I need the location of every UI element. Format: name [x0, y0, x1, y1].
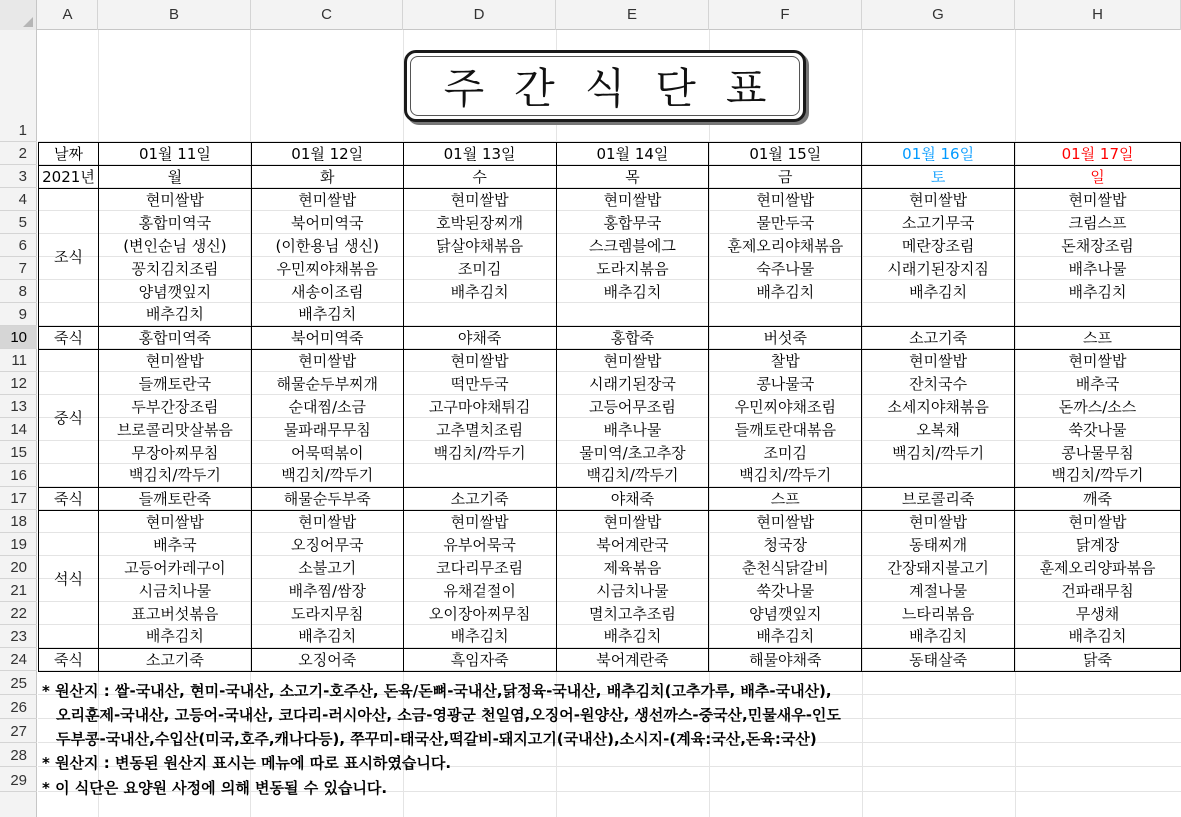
- porridge-menu-cell[interactable]: 닭죽: [1015, 649, 1181, 672]
- dinner-menu-cell[interactable]: 현미쌀밥: [709, 511, 862, 534]
- dinner-menu-cell[interactable]: 유채겉절이: [403, 580, 556, 603]
- dinner-menu-cell[interactable]: 현미쌀밥: [251, 511, 403, 534]
- porridge-menu-cell[interactable]: 소고기죽: [862, 327, 1015, 350]
- porridge-label-cell[interactable]: 죽식: [39, 488, 99, 511]
- row-number: 23: [10, 628, 27, 645]
- row-header-17[interactable]: [0, 487, 37, 510]
- dinner-menu-cell[interactable]: 도라지무침: [251, 603, 403, 626]
- breakfast-menu-cell[interactable]: 홍합무국: [556, 212, 709, 235]
- weekday-cell[interactable]: 목: [556, 166, 709, 189]
- dinner-menu-cell[interactable]: 현미쌀밥: [403, 511, 556, 534]
- row-number: 4: [18, 191, 27, 208]
- breakfast-menu-cell[interactable]: 스크렘블에그: [556, 235, 709, 258]
- dinner-menu-cell[interactable]: 훈제오리양파볶음: [1015, 557, 1181, 580]
- row-header-16[interactable]: [0, 464, 37, 487]
- breakfast-menu-cell[interactable]: [1015, 304, 1181, 327]
- dinner-row: [39, 580, 1181, 603]
- column-header-h[interactable]: H: [1015, 0, 1181, 30]
- column-header-b[interactable]: B: [98, 0, 251, 30]
- dinner-menu-cell[interactable]: 소불고기: [251, 557, 403, 580]
- porridge-menu-cell[interactable]: 소고기죽: [98, 649, 251, 672]
- lunch-menu-cell[interactable]: 오복채: [862, 419, 1015, 442]
- row-header-13[interactable]: [0, 395, 37, 418]
- dinner-menu-cell[interactable]: 동태찌개: [862, 534, 1015, 557]
- lunch-menu-cell[interactable]: 물미역/초고추장: [556, 442, 709, 465]
- lunch-label-cell[interactable]: 중식: [39, 350, 99, 488]
- breakfast-row: [39, 212, 1181, 235]
- breakfast-label-cell[interactable]: 조식: [39, 189, 99, 327]
- dinner-menu-cell[interactable]: 청국장: [709, 534, 862, 557]
- lunch-row: [39, 373, 1181, 396]
- lunch-menu-cell[interactable]: 쑥갓나물: [1015, 419, 1181, 442]
- dinner-menu-cell[interactable]: 닭계장: [1015, 534, 1181, 557]
- breakfast-menu-cell[interactable]: 도라지볶음: [556, 258, 709, 281]
- breakfast-row: [39, 304, 1181, 327]
- lunch-menu-cell[interactable]: 고등어무조림: [556, 396, 709, 419]
- lunch-menu-cell[interactable]: 현미쌀밥: [98, 350, 251, 373]
- breakfast-menu-cell[interactable]: 호박된장찌개: [403, 212, 556, 235]
- row-number: 6: [18, 237, 27, 254]
- lunch-menu-cell[interactable]: 두부간장조림: [98, 396, 251, 419]
- breakfast-menu-cell[interactable]: 배추김치: [556, 281, 709, 304]
- porridge-menu-cell[interactable]: 들깨토란죽: [98, 488, 251, 511]
- lunch-menu-cell[interactable]: 들깨토란국: [98, 373, 251, 396]
- lunch-menu-cell[interactable]: 배추나물: [556, 419, 709, 442]
- dinner-menu-cell[interactable]: 멸치고추조림: [556, 603, 709, 626]
- breakfast-menu-cell[interactable]: 우민찌야채볶음: [251, 258, 403, 281]
- row-header-25[interactable]: [0, 671, 37, 695]
- breakfast-menu-cell[interactable]: 크림스프: [1015, 212, 1181, 235]
- date-cell[interactable]: 01월 11일: [98, 143, 251, 166]
- breakfast-menu-cell[interactable]: 배추나물: [1015, 258, 1181, 281]
- breakfast-menu-cell[interactable]: [403, 304, 556, 327]
- date-cell[interactable]: 01월 13일: [403, 143, 556, 166]
- dinner-row: [39, 557, 1181, 580]
- row-number: 18: [10, 513, 27, 530]
- breakfast-menu-cell[interactable]: 양념깻잎지: [98, 281, 251, 304]
- dinner-menu-cell[interactable]: 양념깻잎지: [709, 603, 862, 626]
- porridge-menu-cell[interactable]: 북어미역죽: [251, 327, 403, 350]
- dinner-menu-cell[interactable]: 배추김치: [403, 626, 556, 649]
- breakfast-menu-cell[interactable]: 배추김치: [251, 304, 403, 327]
- lunch-row: [39, 465, 1181, 488]
- row-header-20[interactable]: [0, 556, 37, 579]
- row-header-19[interactable]: [0, 533, 37, 556]
- date-cell[interactable]: 01월 17일: [1015, 143, 1181, 166]
- breakfast-menu-cell[interactable]: 북어미역국: [251, 212, 403, 235]
- dinner-menu-cell[interactable]: 고등어카레구이: [98, 557, 251, 580]
- lunch-menu-cell[interactable]: 고구마야채튀김: [403, 396, 556, 419]
- dinner-menu-cell[interactable]: 간장돼지불고기: [862, 557, 1015, 580]
- row-header-6[interactable]: [0, 234, 37, 257]
- dinner-menu-cell[interactable]: 배추찜/쌈장: [251, 580, 403, 603]
- date-label-cell[interactable]: 날짜: [39, 143, 99, 166]
- row-header-12[interactable]: [0, 372, 37, 395]
- note-line[interactable]: * 원산지 : 쌀-국내산, 현미-국내산, 소고기-호주산, 돈육/돈뼈-국내산,닭정육-국내산, 배추김치(고추가루, 배추-국내산),: [42, 682, 832, 700]
- row-number: 13: [10, 398, 27, 415]
- breakfast-menu-cell[interactable]: 현미쌀밥: [403, 189, 556, 212]
- lunch-row: [39, 396, 1181, 419]
- breakfast-menu-cell[interactable]: [556, 304, 709, 327]
- breakfast-menu-cell[interactable]: 훈제오리야채볶음: [709, 235, 862, 258]
- porridge-menu-cell[interactable]: 브로콜리죽: [862, 488, 1015, 511]
- row-header-15[interactable]: [0, 441, 37, 464]
- row-header-3[interactable]: [0, 165, 37, 188]
- lunch-menu-cell[interactable]: 물파래무무침: [251, 419, 403, 442]
- breakfast-menu-cell[interactable]: 현미쌀밥: [251, 189, 403, 212]
- lunch-menu-cell[interactable]: 백김치/깍두기: [556, 465, 709, 488]
- dinner-menu-cell[interactable]: 코다리무조림: [403, 557, 556, 580]
- breakfast-menu-cell[interactable]: 닭살야채볶음: [403, 235, 556, 258]
- dinner-row: [39, 603, 1181, 626]
- row-number: 29: [10, 772, 27, 789]
- breakfast-menu-cell[interactable]: (이한용님 생신): [251, 235, 403, 258]
- afternoon-porridge-row: [39, 488, 1181, 511]
- breakfast-menu-cell[interactable]: 새송이조림: [251, 281, 403, 304]
- row-number: 20: [10, 559, 27, 576]
- column-header-g[interactable]: G: [862, 0, 1015, 30]
- lunch-menu-cell[interactable]: 현미쌀밥: [1015, 350, 1181, 373]
- breakfast-menu-cell[interactable]: 현미쌀밥: [98, 189, 251, 212]
- weekday-cell[interactable]: 금: [709, 166, 862, 189]
- porridge-menu-cell[interactable]: 북어계란죽: [556, 649, 709, 672]
- row-header-5[interactable]: [0, 211, 37, 234]
- date-cell[interactable]: 01월 15일: [709, 143, 862, 166]
- row-number: 3: [18, 168, 27, 185]
- lunch-menu-cell[interactable]: 순대찜/소금: [251, 396, 403, 419]
- lunch-menu-cell[interactable]: 콩나물국: [709, 373, 862, 396]
- weekday-cell[interactable]: 월: [98, 166, 251, 189]
- dinner-menu-cell[interactable]: 쑥갓나물: [709, 580, 862, 603]
- porridge-menu-cell[interactable]: 흑임자죽: [403, 649, 556, 672]
- row-header-21[interactable]: [0, 579, 37, 602]
- breakfast-menu-cell[interactable]: 현미쌀밥: [862, 189, 1015, 212]
- breakfast-menu-cell[interactable]: 숙주나물: [709, 258, 862, 281]
- column-header-a[interactable]: A: [38, 0, 98, 30]
- row-header-1[interactable]: [0, 30, 37, 142]
- column-header-c[interactable]: C: [251, 0, 403, 30]
- row-number: 1: [18, 122, 27, 139]
- row-number: 7: [18, 260, 27, 277]
- row-number: 10: [10, 329, 27, 346]
- porridge-menu-cell[interactable]: 깨죽: [1015, 488, 1181, 511]
- date-cell[interactable]: 01월 16일: [862, 143, 1015, 166]
- porridge-label-cell[interactable]: 죽식: [39, 649, 99, 672]
- dinner-menu-cell[interactable]: 계절나물: [862, 580, 1015, 603]
- dinner-menu-cell[interactable]: 현미쌀밥: [556, 511, 709, 534]
- dinner-row: [39, 534, 1181, 557]
- row-number: 8: [18, 283, 27, 300]
- row-header-9[interactable]: [0, 303, 37, 326]
- row-number: 11: [11, 352, 27, 369]
- lunch-menu-cell[interactable]: 돈까스/소스: [1015, 396, 1181, 419]
- dinner-menu-cell[interactable]: 건파래무침: [1015, 580, 1181, 603]
- row-header-22[interactable]: [0, 602, 37, 625]
- porridge-menu-cell[interactable]: 스프: [709, 488, 862, 511]
- row-header-2[interactable]: [0, 142, 37, 165]
- breakfast-menu-cell[interactable]: 현미쌀밥: [556, 189, 709, 212]
- porridge-menu-cell[interactable]: 해물순두부죽: [251, 488, 403, 511]
- note-line[interactable]: * 원산지 : 변동된 원산지 표시는 메뉴에 따로 표시하였습니다.: [42, 754, 452, 772]
- dinner-menu-cell[interactable]: 현미쌀밥: [862, 511, 1015, 534]
- lunch-menu-cell[interactable]: 배추국: [1015, 373, 1181, 396]
- row-header-7[interactable]: [0, 257, 37, 280]
- dinner-label-cell[interactable]: 석식: [39, 511, 99, 649]
- lunch-row: [39, 442, 1181, 465]
- lunch-menu-cell[interactable]: 백김치/깍두기: [403, 442, 556, 465]
- porridge-menu-cell[interactable]: 해물야채죽: [709, 649, 862, 672]
- lunch-menu-cell[interactable]: [862, 465, 1015, 488]
- lunch-menu-cell[interactable]: 찰밥: [709, 350, 862, 373]
- menu-table: [38, 142, 1181, 672]
- dinner-menu-cell[interactable]: 춘천식닭갈비: [709, 557, 862, 580]
- lunch-menu-cell[interactable]: 현미쌀밥: [251, 350, 403, 373]
- row-header-18[interactable]: [0, 510, 37, 533]
- lunch-menu-cell[interactable]: 떡만두국: [403, 373, 556, 396]
- lunch-menu-cell[interactable]: 백김치/깍두기: [709, 465, 862, 488]
- dinner-menu-cell[interactable]: 제육볶음: [556, 557, 709, 580]
- breakfast-menu-cell[interactable]: 시래기된장지짐: [862, 258, 1015, 281]
- column-header-e[interactable]: E: [556, 0, 709, 30]
- note-line[interactable]: * 이 식단은 요양원 사정에 의해 변동될 수 있습니다.: [42, 779, 388, 797]
- dinner-menu-cell[interactable]: 배추김치: [709, 626, 862, 649]
- row-header-8[interactable]: [0, 280, 37, 303]
- lunch-menu-cell[interactable]: 잔치국수: [862, 373, 1015, 396]
- dinner-menu-cell[interactable]: 북어계란국: [556, 534, 709, 557]
- row-number: 17: [10, 490, 27, 507]
- lunch-menu-cell[interactable]: 우민찌야채조림: [709, 396, 862, 419]
- evening-porridge-row: [39, 649, 1181, 672]
- dinner-menu-cell[interactable]: 유부어묵국: [403, 534, 556, 557]
- date-cell[interactable]: 01월 14일: [556, 143, 709, 166]
- row-number: 21: [10, 582, 27, 599]
- row-header-10[interactable]: [0, 326, 37, 349]
- row-header-27[interactable]: [0, 719, 37, 743]
- row-number: 14: [10, 421, 27, 438]
- dinner-menu-cell[interactable]: 배추국: [98, 534, 251, 557]
- breakfast-menu-cell[interactable]: 물만두국: [709, 212, 862, 235]
- row-header-29[interactable]: [0, 767, 37, 792]
- row-number: 2: [18, 145, 27, 162]
- dinner-menu-cell[interactable]: 배추김치: [251, 626, 403, 649]
- breakfast-menu-cell[interactable]: [862, 304, 1015, 327]
- lunch-menu-cell[interactable]: 소세지야채볶음: [862, 396, 1015, 419]
- year-cell[interactable]: 2021년: [39, 166, 99, 189]
- row-number: 24: [10, 651, 27, 668]
- weekday-cell[interactable]: 일: [1015, 166, 1181, 189]
- dinner-menu-cell[interactable]: 배추김치: [862, 626, 1015, 649]
- row-header-11[interactable]: [0, 349, 37, 372]
- dinner-menu-cell[interactable]: 배추김치: [1015, 626, 1181, 649]
- breakfast-menu-cell[interactable]: 현미쌀밥: [709, 189, 862, 212]
- row-header-column: [0, 30, 37, 817]
- porridge-menu-cell[interactable]: 오징어죽: [251, 649, 403, 672]
- row-number: 15: [10, 444, 27, 461]
- row-header-4[interactable]: [0, 188, 37, 211]
- row-number: 9: [18, 306, 27, 323]
- breakfast-menu-cell[interactable]: 배추김치: [403, 281, 556, 304]
- lunch-menu-cell[interactable]: 콩나물무침: [1015, 442, 1181, 465]
- row-header-14[interactable]: [0, 418, 37, 441]
- select-all-button[interactable]: [0, 0, 37, 30]
- weekday-cell[interactable]: 토: [862, 166, 1015, 189]
- porridge-menu-cell[interactable]: 스프: [1015, 327, 1181, 350]
- row-header-26[interactable]: [0, 695, 37, 719]
- porridge-menu-cell[interactable]: 동태살죽: [862, 649, 1015, 672]
- lunch-menu-cell[interactable]: 백김치/깍두기: [862, 442, 1015, 465]
- dinner-menu-cell[interactable]: 시금치나물: [556, 580, 709, 603]
- dinner-menu-cell[interactable]: 오이장아찌무침: [403, 603, 556, 626]
- breakfast-menu-cell[interactable]: (변인순님 생신): [98, 235, 251, 258]
- dinner-menu-cell[interactable]: 배추김치: [556, 626, 709, 649]
- dinner-menu-cell[interactable]: 오징어무국: [251, 534, 403, 557]
- row-number: 5: [18, 214, 27, 231]
- porridge-menu-cell[interactable]: 소고기죽: [403, 488, 556, 511]
- lunch-menu-cell[interactable]: 백김치/깍두기: [1015, 465, 1181, 488]
- porridge-menu-cell[interactable]: 야채죽: [403, 327, 556, 350]
- row-header-28[interactable]: [0, 743, 37, 767]
- lunch-menu-cell[interactable]: 브로콜리맛살볶음: [98, 419, 251, 442]
- lunch-menu-cell[interactable]: 백김치/깍두기: [251, 465, 403, 488]
- column-header-f[interactable]: F: [709, 0, 862, 30]
- row-number: 28: [10, 747, 27, 764]
- page-title: 주간식단표: [443, 64, 797, 113]
- row-number: 19: [10, 536, 27, 553]
- porridge-menu-cell[interactable]: 버섯죽: [709, 327, 862, 350]
- breakfast-menu-cell[interactable]: 배추김치: [1015, 281, 1181, 304]
- column-header-d[interactable]: D: [403, 0, 556, 30]
- weekday-row: [39, 166, 1181, 189]
- lunch-menu-cell[interactable]: 현미쌀밥: [403, 350, 556, 373]
- lunch-row: [39, 419, 1181, 442]
- lunch-menu-cell[interactable]: 고추멸치조림: [403, 419, 556, 442]
- breakfast-menu-cell[interactable]: 메란장조림: [862, 235, 1015, 258]
- lunch-row: [39, 350, 1181, 373]
- lunch-menu-cell[interactable]: 현미쌀밥: [556, 350, 709, 373]
- lunch-menu-cell[interactable]: 시래기된장국: [556, 373, 709, 396]
- row-number: 26: [10, 699, 27, 716]
- dinner-menu-cell[interactable]: 무생채: [1015, 603, 1181, 626]
- lunch-menu-cell[interactable]: 조미김: [709, 442, 862, 465]
- column-header-bar: [0, 0, 1181, 30]
- lunch-menu-cell[interactable]: 현미쌀밥: [862, 350, 1015, 373]
- porridge-label-cell[interactable]: 죽식: [39, 327, 99, 350]
- dinner-menu-cell[interactable]: 배추김치: [98, 626, 251, 649]
- dinner-menu-cell[interactable]: 느타리볶음: [862, 603, 1015, 626]
- breakfast-menu-cell[interactable]: 조미김: [403, 258, 556, 281]
- note-line[interactable]: 오리훈제-국내산, 고등어-국내산, 코다리-러시아산, 소금-영광군 천일염,오징어-원양산, 생선까스-중국산,민물새우-인도: [56, 706, 841, 724]
- date-row: [39, 143, 1181, 166]
- row-number: 12: [10, 375, 27, 392]
- row-number: 25: [10, 675, 27, 692]
- breakfast-menu-cell[interactable]: 소고기무국: [862, 212, 1015, 235]
- porridge-menu-cell[interactable]: 홍합죽: [556, 327, 709, 350]
- breakfast-menu-cell[interactable]: 돈채장조림: [1015, 235, 1181, 258]
- row-number: 16: [10, 467, 27, 484]
- dinner-menu-cell[interactable]: 표고버섯볶음: [98, 603, 251, 626]
- weekday-cell[interactable]: 화: [251, 166, 403, 189]
- lunch-menu-cell[interactable]: 백김치/깍두기: [98, 465, 251, 488]
- breakfast-menu-cell[interactable]: [709, 304, 862, 327]
- breakfast-row: [39, 258, 1181, 281]
- porridge-menu-cell[interactable]: 야채죽: [556, 488, 709, 511]
- lunch-menu-cell[interactable]: 해물순두부찌개: [251, 373, 403, 396]
- row-header-23[interactable]: [0, 625, 37, 648]
- breakfast-menu-cell[interactable]: 배추김치: [709, 281, 862, 304]
- weekday-cell[interactable]: 수: [403, 166, 556, 189]
- row-number: 22: [10, 605, 27, 622]
- row-header-24[interactable]: [0, 648, 37, 671]
- breakfast-menu-cell[interactable]: 꽁치김치조림: [98, 258, 251, 281]
- morning-porridge-row: [39, 327, 1181, 350]
- title-box[interactable]: [404, 50, 806, 122]
- lunch-menu-cell[interactable]: 어묵떡볶이: [251, 442, 403, 465]
- lunch-menu-cell[interactable]: 들깨토란대볶음: [709, 419, 862, 442]
- breakfast-menu-cell[interactable]: 배추김치: [98, 304, 251, 327]
- breakfast-row: [39, 189, 1181, 212]
- dinner-menu-cell[interactable]: 현미쌀밥: [1015, 511, 1181, 534]
- date-cell[interactable]: 01월 12일: [251, 143, 403, 166]
- breakfast-menu-cell[interactable]: 배추김치: [862, 281, 1015, 304]
- dinner-row: [39, 511, 1181, 534]
- breakfast-row: [39, 235, 1181, 258]
- lunch-menu-cell[interactable]: [403, 465, 556, 488]
- porridge-menu-cell[interactable]: 홍합미역죽: [98, 327, 251, 350]
- dinner-menu-cell[interactable]: 현미쌀밥: [98, 511, 251, 534]
- breakfast-menu-cell[interactable]: 현미쌀밥: [1015, 189, 1181, 212]
- breakfast-menu-cell[interactable]: 홍합미역국: [98, 212, 251, 235]
- breakfast-row: [39, 281, 1181, 304]
- note-line[interactable]: 두부콩-국내산,수입산(미국,호주,캐나다등), 쭈꾸미-태국산,떡갈비-돼지고기(국내산),소시지-(계육:국산,돈육:국산): [56, 730, 817, 748]
- dinner-menu-cell[interactable]: 시금치나물: [98, 580, 251, 603]
- dinner-row: [39, 626, 1181, 649]
- row-number: 27: [10, 723, 27, 740]
- lunch-menu-cell[interactable]: 무장아찌무침: [98, 442, 251, 465]
